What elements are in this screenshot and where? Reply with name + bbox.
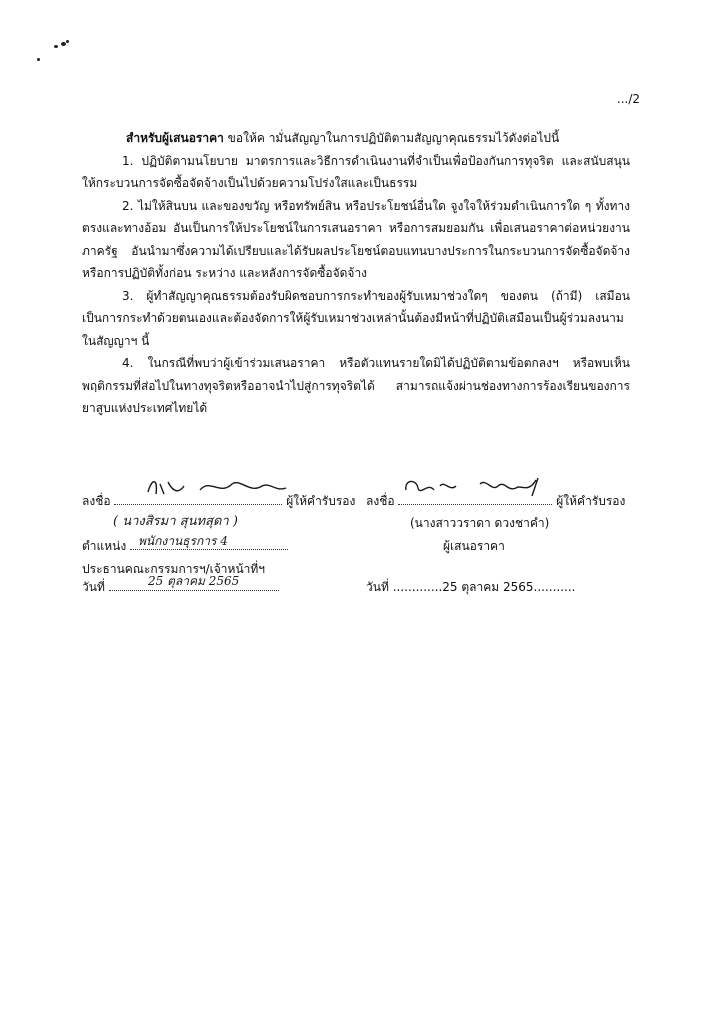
left-date-label: วันที่ bbox=[82, 580, 105, 594]
right-name: (นางสาววราดา ดวงชาคำ) bbox=[410, 516, 550, 530]
right-signature-mark bbox=[400, 474, 550, 502]
right-date-line bbox=[366, 578, 576, 597]
right-date-value: .............25 ตุลาคม 2565........... bbox=[392, 580, 576, 594]
intro-bold: สำหรับผู้เสนอราคา bbox=[126, 131, 224, 145]
right-date-label: วันที่ bbox=[366, 580, 389, 594]
scan-speck bbox=[54, 45, 58, 48]
left-sign-label: ลงชื่อ bbox=[82, 494, 111, 508]
right-title: ผู้เสนอราคา bbox=[443, 539, 505, 553]
document-body bbox=[82, 127, 630, 420]
clause-1: 1. ปฏิบัติตามนโยบาย มาตรการและวิธีการดำเนินงานที่จำเป็นเพื่อป้องกันการทุจริต และสนับสนุนให้กระบวนการจัดซื้อจัดจ้างเป็นไปด้วยความโปร่งใสและเป็นธรรม bbox=[82, 153, 630, 190]
left-sign-role: ผู้ให้คำรับรอง bbox=[286, 494, 356, 508]
left-signature-mark bbox=[140, 474, 290, 502]
left-name-handwritten: ( นางสิรมา สุนทสุดา ) bbox=[113, 514, 238, 529]
left-position-handwritten: พนักงานธุรการ 4 bbox=[138, 534, 228, 548]
left-committee: ประธานคณะกรรมการฯ/เจ้าหน้าที่ฯ bbox=[82, 562, 266, 576]
right-sign-label: ลงชื่อ bbox=[366, 494, 395, 508]
scan-speck bbox=[61, 42, 66, 46]
intro-text: ขอให้ค ามั่นสัญญาในการปฏิบัติตามสัญญาคุณธรรมไว้ดังต่อไปนี้ bbox=[223, 131, 560, 145]
page-number: .../2 bbox=[616, 92, 640, 106]
intro-paragraph bbox=[82, 127, 630, 150]
left-date-handwritten: 25 ตุลาคม 2565 bbox=[148, 574, 240, 588]
clause-4: 4. ในกรณีที่พบว่าผู้เข้าร่วมเสนอราคา หรือตัวแทนรายใดมิได้ปฏิบัติตามข้อตกลงฯ หรือพบเห็นพฤติกรรมที่ส่อไปในทางทุจริตหรืออาจนำไปสู่การทุจริตได้ สามารถแจ้งผ่านช่องทางการร้องเรียนของการยาสูบแห่งประเทศไทยได้ bbox=[82, 356, 630, 415]
right-sign-role: ผู้ให้คำรับรอง bbox=[556, 494, 626, 508]
scan-speck bbox=[37, 58, 40, 61]
scan-speck bbox=[66, 40, 69, 43]
clause-3: 3. ผู้ทำสัญญาคุณธรรมต้องรับผิดชอบการกระทำของผู้รับเหมาช่วงใดๆ ของตน (ถ้ามี) เสมือนเป็นการกระทำด้วยตนเองและต้องจัดการให้ผู้รับเหมาช่วงเหล่านั้นต้องมีหน้าที่ปฏิบัติเสมือนเป็นผู้ร่วมลงนามในสัญญาฯ นี้ bbox=[82, 288, 630, 348]
clause-2: 2. ไม่ให้สินบน และของขวัญ หรือทรัพย์สิน หรือประโยชน์อื่นใด จูงใจให้ร่วมดำเนินการใด ๆ ทั้งทางตรงและทางอ้อม อันเป็นการให้ประโยชน์ในการเสนอราคา หรือการสมยอมกัน เพื่อเสนอราคาต่อหน่วยงานภาครัฐ อันนำมาซึ่งความได้เปรียบและได้รับผลประโยชน์ตอบแทนบางประการในกระบวนการจัดซื้อจัดจ้าง หรือการปฏิบัติทั้งก่อน ระหว่าง และหลังการจัดซื้อจัดจ้าง bbox=[82, 198, 630, 280]
left-position-label: ตำแหน่ง bbox=[82, 539, 127, 553]
